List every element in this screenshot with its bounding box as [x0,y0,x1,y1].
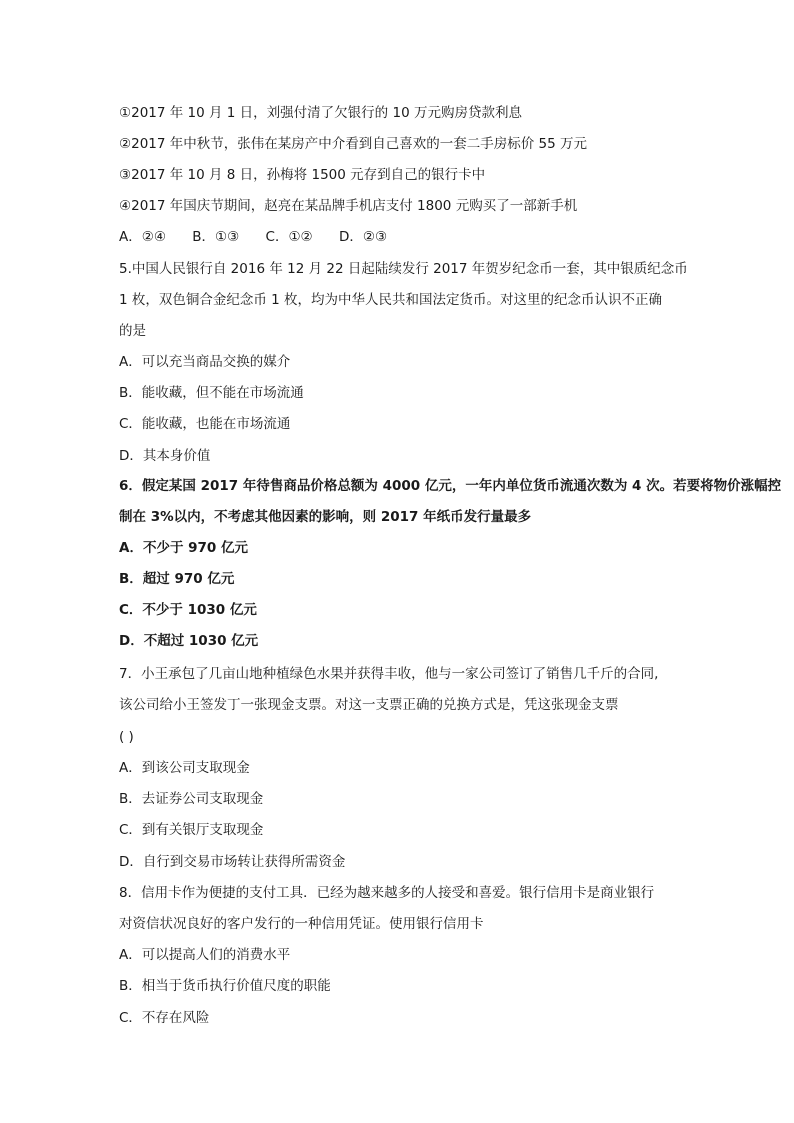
q4-option-c: C．①② [265,229,313,245]
statement-3: ③2017 年 10 月 8 日，孙梅将 1500 元存到自己的银行卡中 [119,167,486,183]
q5-stem-line-1: 5.中国人民银行自 2016 年 12 月 22 日起陆续发行 2017 年贺岁纪念币一套，其中银质纪念币 [119,261,688,277]
q4-options [119,227,409,247]
q8-option-a: A．可以提高人们的消费水平 [119,947,291,963]
q6-option-a: A．不少于 970 亿元 [119,540,249,556]
q6-stem-line-1: 6．假定某国 2017 年待售商品价格总额为 4000 亿元，一年内单位货币流通次数为 4 次。若要将物价涨幅控 [119,478,782,494]
q7-option-d: D．自行到交易市场转让获得所需资金 [119,854,346,870]
q4-option-a: A．②④ [119,229,166,245]
q5-option-d: D．其本身价值 [119,448,211,464]
statement-4: ④2017 年国庆节期间，赵亮在某品牌手机店支付 1800 元购买了一部新手机 [119,198,578,214]
q8-option-c: C．不存在风险 [119,1010,210,1026]
q7-answer-blank: ( ) [119,729,134,745]
statement-1: ①2017 年 10 月 1 日，刘强付清了欠银行的 10 万元购房贷款利息 [119,105,522,121]
q5-stem-line-2: 1 枚，双色铜合金纪念币 1 枚，均为中华人民共和国法定货币。对这里的纪念币认识不正确 [119,292,663,308]
q4-option-d: D．②③ [338,229,388,245]
q5-option-a: A．可以充当商品交换的媒介 [119,354,291,370]
q7-option-c: C．到有关银厅支取现金 [119,822,264,838]
q8-stem-line-2: 对资信状况良好的客户发行的一种信用凭证。使用银行信用卡 [119,916,484,932]
q7-stem-line-1: 7．小王承包了几亩山地种植绿色水果并获得丰收，他与一家公司签订了销售几千斤的合同, [119,666,659,682]
q5-stem-line-3: 的是 [119,323,146,339]
q4-option-b: B．①③ [192,229,240,245]
q7-stem-line-2: 该公司给小王签发丁一张现金支票。对这一支票正确的兑换方式是，凭这张现金支票 [119,697,619,713]
q7-option-b: B．去证券公司支取现金 [119,791,264,807]
q6-stem-line-2: 制在 3%以内，不考虑其他因素的影响，则 2017 年纸币发行量最多 [119,509,532,525]
q6-option-d: D．不超过 1030 亿元 [119,633,259,649]
q5-option-b: B．能收藏，但不能在市场流通 [119,385,304,401]
q8-option-b: B．相当于货币执行价值尺度的职能 [119,978,331,994]
q6-option-b: B．超过 970 亿元 [119,571,235,587]
q6-option-c: C．不少于 1030 亿元 [119,602,257,618]
statement-2: ②2017 年中秋节，张伟在某房产中介看到自己喜欢的一套二手房标价 55 万元 [119,136,588,152]
q7-option-a: A．到该公司支取现金 [119,760,250,776]
q8-stem-line-1: 8．信用卡作为便捷的支付工具．已经为越来越多的人接受和喜爱。银行信用卡是商业银行 [119,885,655,901]
q5-option-c: C．能收藏，也能在市场流通 [119,416,291,432]
